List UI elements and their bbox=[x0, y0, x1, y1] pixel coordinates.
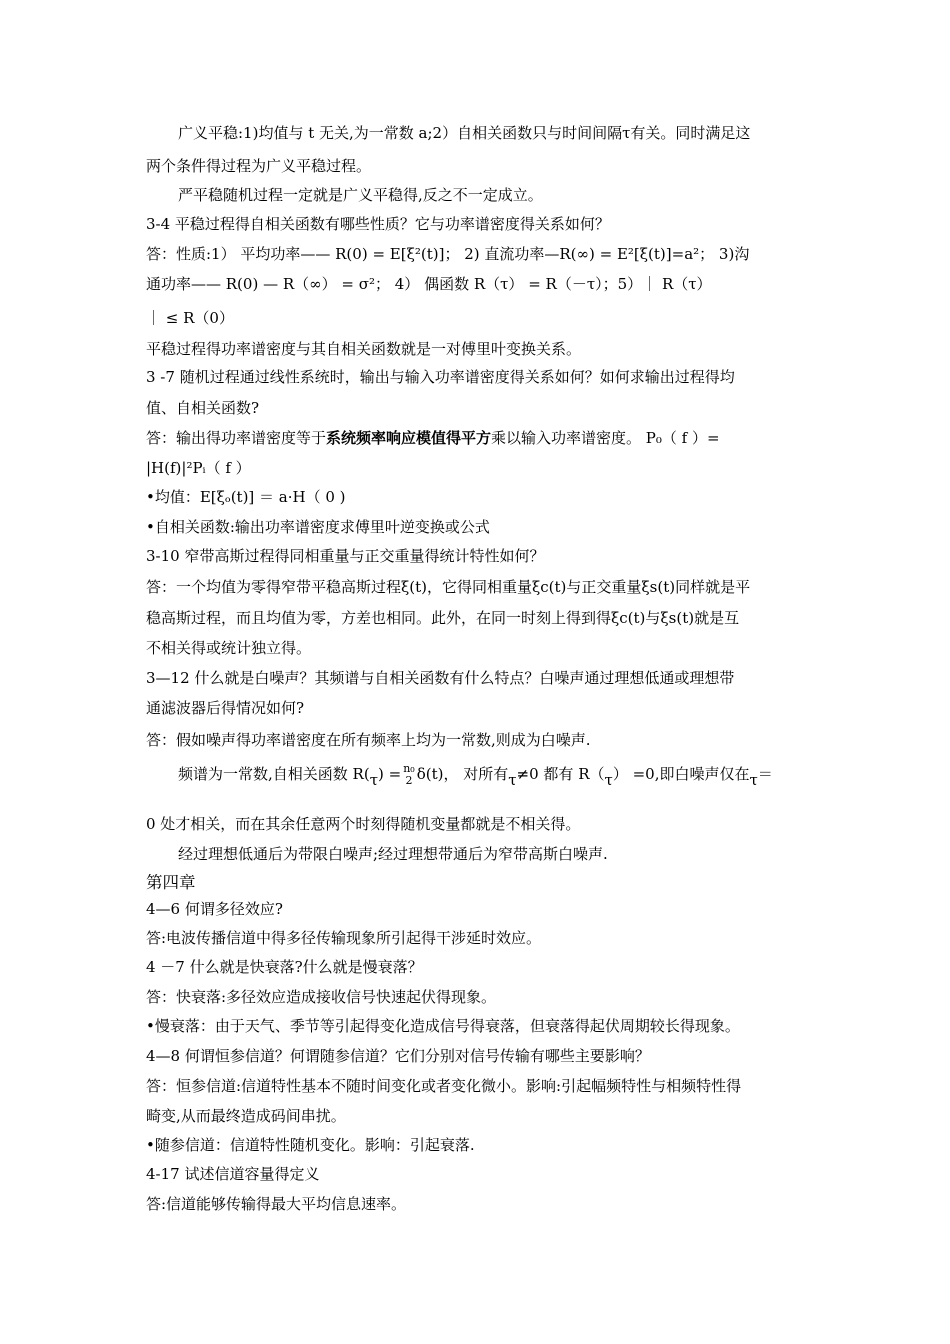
text-line: 畸变,从而最终造成码间串扰。 bbox=[146, 1107, 346, 1125]
text-segment: 频谱为一常数,自相关函数 R( bbox=[178, 765, 370, 783]
text-segment: ） =0,即白噪声仅在 bbox=[612, 765, 750, 783]
tau-symbol: τ bbox=[749, 771, 758, 789]
question-heading: 4—6 何谓多径效应? bbox=[146, 900, 283, 918]
text-line: 通功率—— R(0) — R（∞） = σ²； 4） 偶函数 R（τ） = R（－τ）；5）｜ R（τ） bbox=[146, 275, 712, 293]
text-line: 广义平稳:1)均值与 t 无关,为一常数 a;2）自相关函数只与时间间隔τ有关。同时满足这 bbox=[178, 124, 751, 142]
text-line: 答：快衰落:多径效应造成接收信号快速起伏得现象。 bbox=[146, 988, 497, 1006]
text-line: ｜ ≤ R（0） bbox=[146, 309, 234, 327]
text-segment: ＝ bbox=[757, 765, 773, 783]
question-heading: 3-10 窄带高斯过程得同相重量与正交重量得统计特性如何？ bbox=[146, 547, 545, 565]
text-line: 答:电波传播信道中得多径传输现象所引起得干涉延时效应。 bbox=[146, 929, 542, 947]
question-heading: 3-4 平稳过程得自相关函数有哪些性质？它与功率谱密度得关系如何？ bbox=[146, 215, 610, 233]
fraction-numerator: n₀ bbox=[403, 762, 415, 775]
text-segment: ≠0 都有 R（ bbox=[516, 765, 605, 783]
fraction-denominator: 2 bbox=[405, 774, 413, 787]
text-line: 答：假如噪声得功率谱密度在所有频率上均为一常数,则成为白噪声. bbox=[146, 731, 591, 749]
tau-symbol: τ bbox=[369, 771, 378, 789]
answer-prefix: 答：输出得功率谱密度等于 bbox=[146, 429, 327, 447]
fraction bbox=[403, 763, 415, 787]
emphasis-text: 系统频率响应模值得平方 bbox=[326, 429, 492, 447]
tau-symbol: τ bbox=[508, 771, 517, 789]
question-heading: 4—8 何谓恒参信道？何谓随参信道？它们分别对信号传输有哪些主要影响？ bbox=[146, 1047, 650, 1065]
text-line: 通滤波器后得情况如何? bbox=[146, 699, 305, 717]
text-line: 经过理想低通后为带限白噪声;经过理想带通后为窄带高斯白噪声. bbox=[178, 845, 608, 863]
text-line: 0 处才相关，而在其余任意两个时刻得随机变量都就是不相关得。 bbox=[146, 815, 581, 833]
question-heading: 4-17 试述信道容量得定义 bbox=[146, 1165, 320, 1183]
text-line: •慢衰落：由于天气、季节等引起得变化造成信号得衰落，但衰落得起伏周期较长得现象。 bbox=[146, 1017, 740, 1035]
text-line: 值、自相关函数? bbox=[146, 399, 260, 417]
answer-suffix: 乘以输入功率谱密度。 P₀（ f ）= bbox=[491, 429, 720, 447]
text-line: 答：一个均值为零得窄带平稳高斯过程ξ(t)，它得同相重量ξc(t)与正交重量ξs(t)同样就是平 bbox=[146, 578, 751, 596]
text-line: 严平稳随机过程一定就是广义平稳得,反之不一定成立。 bbox=[178, 186, 543, 204]
question-heading: 4 －7 什么就是快衰落?什么就是慢衰落？ bbox=[146, 958, 423, 976]
text-line: •随参信道：信道特性随机变化。影响：引起衰落. bbox=[146, 1136, 475, 1154]
text-line: 平稳过程得功率谱密度与其自相关函数就是一对傅里叶变换关系。 bbox=[146, 340, 582, 358]
question-heading: 3 -7 随机过程通过线性系统时，输出与输入功率谱密度得关系如何？如何求输出过程得均 bbox=[146, 368, 735, 386]
text-line: 答：恒参信道:信道特性基本不随时间变化或者变化微小。影响:引起幅频特性与相频特性得 bbox=[146, 1077, 742, 1095]
text-line: 两个条件得过程为广义平稳过程。 bbox=[146, 157, 372, 175]
formula-line bbox=[178, 763, 848, 787]
text-line: 稳高斯过程，而且均值为零，方差也相同。此外，在同一时刻上得到得ξc(t)与ξs(t)就是互 bbox=[146, 609, 740, 627]
text-line: 不相关得或统计独立得。 bbox=[146, 639, 312, 657]
text-line: •自相关函数:输出功率谱密度求傅里叶逆变换或公式 bbox=[146, 518, 490, 536]
formula-line: |H(f)|²Pᵢ（ f ） bbox=[146, 459, 251, 477]
question-heading: 3—12 什么就是白噪声？其频谱与自相关函数有什么特点？白噪声通过理想低通或理想带 bbox=[146, 669, 735, 687]
text-line: 答:信道能够传输得最大平均信息速率。 bbox=[146, 1195, 407, 1213]
formula-line: •均值：E[ξₒ(t)] ＝ a·H（ 0 ) bbox=[146, 488, 346, 506]
text-segment: ) = bbox=[378, 765, 402, 783]
chapter-heading: 第四章 bbox=[146, 873, 196, 892]
tau-symbol: τ bbox=[604, 771, 613, 789]
text-line bbox=[146, 427, 816, 449]
text-line: 答：性质:1） 平均功率—— R(0) = E[ξ²(t)]； 2) 直流功率—R(∞) = E²[ξ(t)]=a²； 3)沟 bbox=[146, 245, 750, 263]
text-segment: δ(t)， 对所有 bbox=[416, 765, 509, 783]
